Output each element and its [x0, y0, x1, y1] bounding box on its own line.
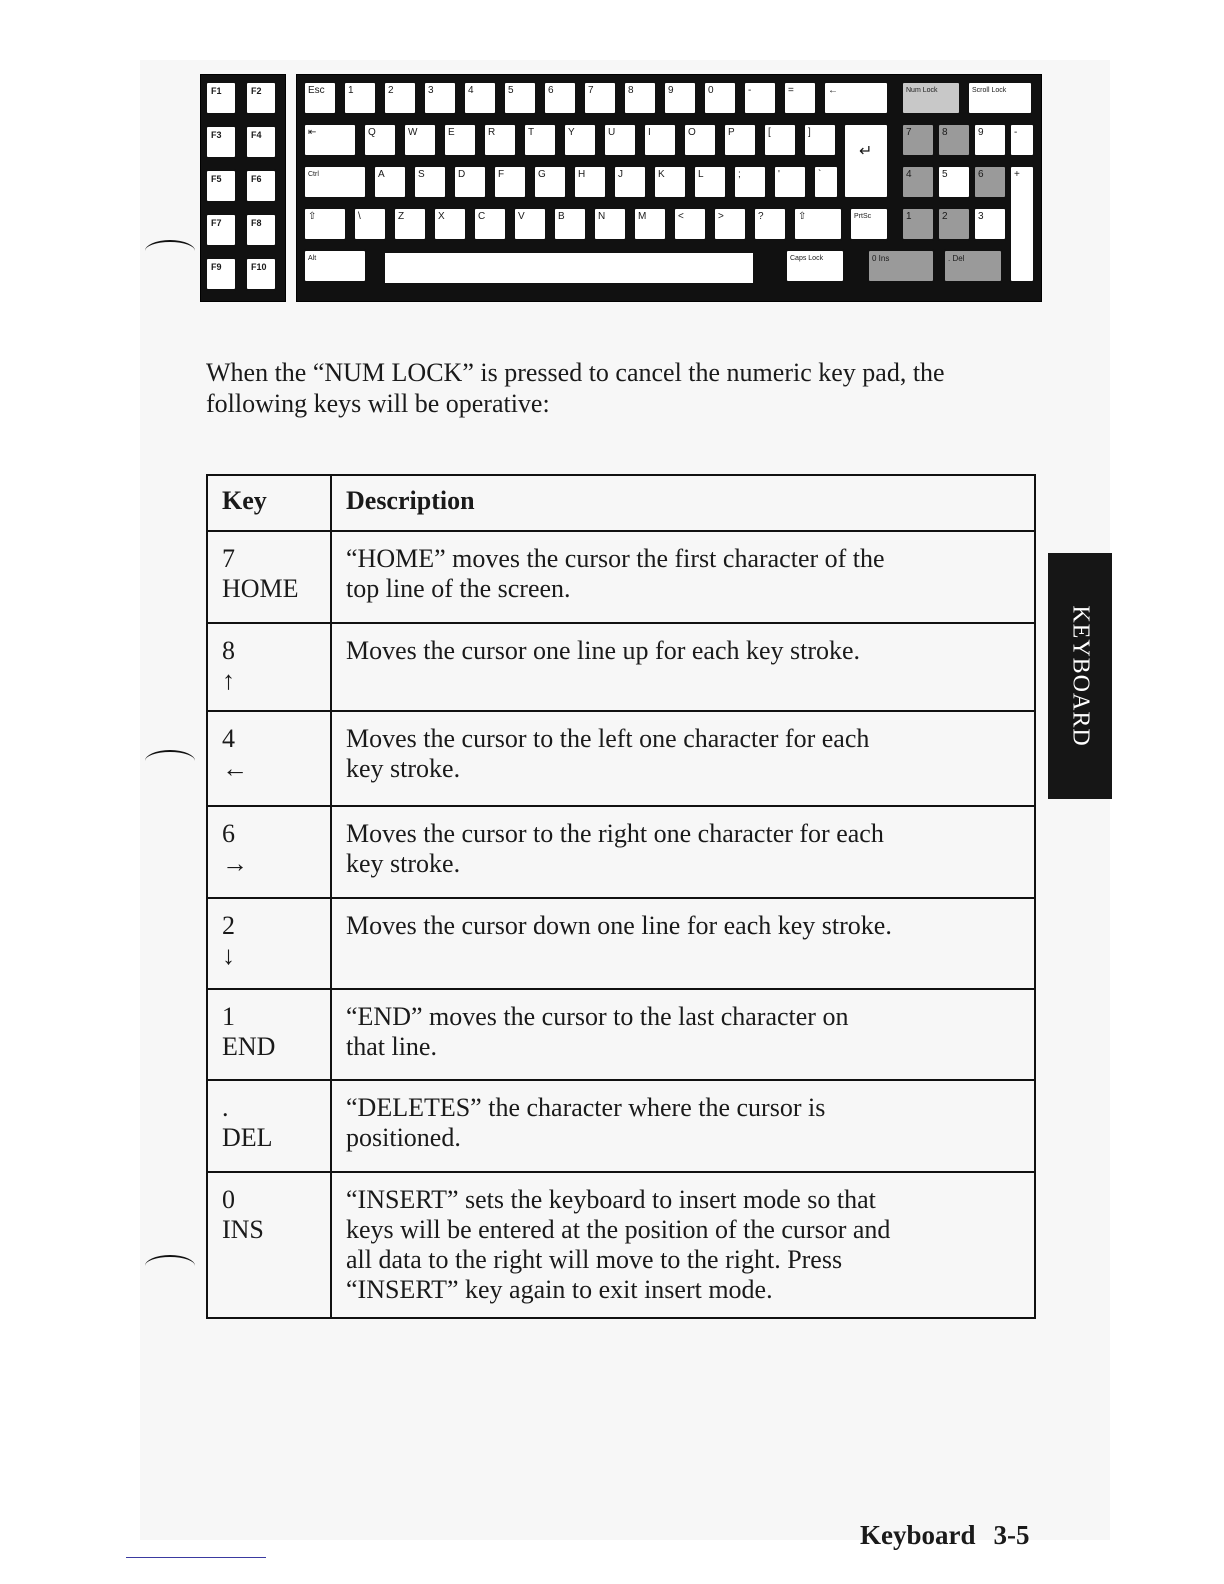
key-keypad-plus: +: [1009, 165, 1035, 283]
description-line: that line.: [346, 1032, 437, 1061]
key-a: A: [373, 165, 407, 199]
table-row: [207, 711, 1035, 806]
key-equals: =: [783, 81, 817, 115]
description-cell: [331, 806, 1035, 898]
key-right-bracket: ]: [803, 123, 837, 157]
key-d: D: [453, 165, 487, 199]
page-footer: [860, 1520, 1030, 1551]
key-cell: [207, 623, 331, 711]
key-2-down: 2: [937, 207, 971, 241]
key-9: 9: [663, 81, 697, 115]
description-line: positioned.: [346, 1123, 461, 1152]
key-backslash: \: [353, 207, 387, 241]
key-o: O: [683, 123, 717, 157]
description-cell: [331, 898, 1035, 989]
binder-hole-mark: [145, 1255, 195, 1277]
binder-hole-mark: [145, 750, 195, 772]
binder-hole-mark: [145, 240, 195, 262]
key-f9: F9: [205, 257, 237, 291]
key-1: 1: [343, 81, 377, 115]
key-line: 1: [222, 1002, 235, 1031]
key-l: L: [693, 165, 727, 199]
key-num-lock: Num Lock: [901, 81, 961, 115]
key-cell: [207, 898, 331, 989]
key-c: C: [473, 207, 507, 241]
key-ctrl: Ctrl: [303, 165, 367, 199]
key-n: N: [593, 207, 627, 241]
key-7-home: 7: [901, 123, 935, 157]
key-left-shift: ⇧: [303, 207, 347, 241]
key-5: 5: [937, 165, 971, 199]
description-line: Moves the cursor down one line for each key stroke.: [346, 911, 892, 940]
key-i: I: [643, 123, 677, 157]
key-backspace: ←: [823, 81, 889, 115]
header-description: Description: [331, 475, 1035, 531]
description-line: “DELETES” the character where the cursor is: [346, 1093, 826, 1122]
table-header-row: [207, 475, 1035, 531]
key-k: K: [653, 165, 687, 199]
key-e: E: [443, 123, 477, 157]
key-u: U: [603, 123, 637, 157]
description-line: Moves the cursor to the right one character for each: [346, 819, 884, 848]
key-q: Q: [363, 123, 397, 157]
key-s: S: [413, 165, 447, 199]
main-key-block: [296, 74, 1042, 302]
key-line: 8: [222, 636, 235, 665]
key-f10: F10: [245, 257, 277, 291]
key-prtsc: PrtSc: [849, 207, 889, 241]
description-line: top line of the screen.: [346, 574, 571, 603]
section-tab-label: KEYBOARD: [1067, 605, 1094, 747]
footnote-rule: [126, 1557, 266, 1558]
description-line: Moves the cursor to the left one character for each: [346, 724, 870, 753]
key-9-pgup: 9: [973, 123, 1007, 157]
key-line: 0: [222, 1185, 235, 1214]
description-cell: [331, 1080, 1035, 1172]
key-0: 0: [703, 81, 737, 115]
key-m: M: [633, 207, 667, 241]
key-6: 6: [543, 81, 577, 115]
key-cell: [207, 1080, 331, 1172]
table-row: [207, 531, 1035, 623]
key-cell: [207, 531, 331, 623]
key-1-end: 1: [901, 207, 935, 241]
key-esc: Esc: [303, 81, 337, 115]
key-scroll-lock: Scroll Lock: [967, 81, 1033, 115]
description-line: keys will be entered at the position of the cursor and: [346, 1215, 891, 1244]
section-tab: [1048, 553, 1112, 799]
footer-title: Keyboard: [860, 1520, 976, 1550]
key-alt: Alt: [303, 249, 367, 283]
key-line: INS: [222, 1215, 264, 1244]
key-f5: F5: [205, 169, 237, 203]
key-y: Y: [563, 123, 597, 157]
key-quote: ': [773, 165, 807, 199]
key-period: >: [713, 207, 747, 241]
key-7: 7: [583, 81, 617, 115]
key-left-bracket: [: [763, 123, 797, 157]
key-0-ins: 0 Ins: [867, 249, 935, 283]
description-line: “INSERT” sets the keyboard to insert mode so that: [346, 1185, 876, 1214]
key-g: G: [533, 165, 567, 199]
key-semicolon: ;: [733, 165, 767, 199]
key-tab: ⇤: [303, 123, 357, 157]
key-right-shift: ⇧: [793, 207, 843, 241]
description-cell: [331, 531, 1035, 623]
description-line: “END” moves the cursor to the last character on: [346, 1002, 849, 1031]
key-line: END: [222, 1032, 276, 1061]
key-line: .: [222, 1093, 229, 1122]
left-arrow-icon: ←: [222, 754, 248, 783]
key-2: 2: [383, 81, 417, 115]
key-f8: F8: [245, 213, 277, 247]
key-space: [383, 251, 755, 285]
key-r: R: [483, 123, 517, 157]
key-j: J: [613, 165, 647, 199]
description-cell: [331, 1172, 1035, 1318]
key-f3: F3: [205, 125, 237, 159]
page-number: 3-5: [993, 1520, 1030, 1550]
key-4-left: 4: [901, 165, 935, 199]
key-8-up: 8: [937, 123, 971, 157]
key-line: 4: [222, 724, 235, 753]
table-row: [207, 1080, 1035, 1172]
key-w: W: [403, 123, 437, 157]
key-cell: [207, 806, 331, 898]
key-z: Z: [393, 207, 427, 241]
key-f: F: [493, 165, 527, 199]
key-3: 3: [423, 81, 457, 115]
down-arrow-icon: ↓: [222, 941, 235, 970]
description-line: Moves the cursor one line up for each key stroke.: [346, 636, 861, 665]
key-t: T: [523, 123, 557, 157]
right-arrow-icon: →: [222, 849, 248, 878]
key-period-del: . Del: [943, 249, 1003, 283]
key-f7: F7: [205, 213, 237, 247]
table-row: [207, 898, 1035, 989]
description-line: all data to the right will move to the right. Press: [346, 1245, 843, 1274]
description-line: key stroke.: [346, 849, 461, 878]
key-p: P: [723, 123, 757, 157]
key-f4: F4: [245, 125, 277, 159]
key-b: B: [553, 207, 587, 241]
up-arrow-icon: ↑: [222, 666, 235, 695]
key-8: 8: [623, 81, 657, 115]
key-cell: [207, 1172, 331, 1318]
table-row: [207, 989, 1035, 1080]
key-slash: ?: [753, 207, 787, 241]
key-minus: -: [743, 81, 777, 115]
key-keypad-minus: -: [1009, 123, 1035, 157]
key-5: 5: [503, 81, 537, 115]
key-f2: F2: [245, 81, 277, 115]
intro-paragraph: When the “NUM LOCK” is pressed to cancel the numeric key pad, the following keys will be operative:: [206, 358, 945, 418]
key-description-table: [206, 474, 1036, 1319]
key-3-pgdn: 3: [973, 207, 1007, 241]
key-line: 7: [222, 544, 235, 573]
key-cell: [207, 711, 331, 806]
header-key: Key: [207, 475, 331, 531]
key-line: HOME: [222, 574, 299, 603]
key-f6: F6: [245, 169, 277, 203]
key-caps-lock: Caps Lock: [785, 249, 845, 283]
key-v: V: [513, 207, 547, 241]
table-row: [207, 623, 1035, 711]
key-f1: F1: [205, 81, 237, 115]
key-cell: [207, 989, 331, 1080]
key-6-right: 6: [973, 165, 1007, 199]
table-row: [207, 806, 1035, 898]
description-cell: [331, 711, 1035, 806]
description-cell: [331, 989, 1035, 1080]
key-comma: <: [673, 207, 707, 241]
key-backtick: `: [813, 165, 839, 199]
key-enter: ↵: [843, 123, 889, 199]
description-cell: [331, 623, 1035, 711]
key-line: 6: [222, 819, 235, 848]
key-h: H: [573, 165, 607, 199]
key-line: 2: [222, 911, 235, 940]
description-line: key stroke.: [346, 754, 461, 783]
key-line: DEL: [222, 1123, 273, 1152]
key-4: 4: [463, 81, 497, 115]
description-line: “INSERT” key again to exit insert mode.: [346, 1275, 773, 1304]
function-key-block: [200, 74, 286, 302]
key-x: X: [433, 207, 467, 241]
description-line: “HOME” moves the cursor the first character of the: [346, 544, 885, 573]
table-row: [207, 1172, 1035, 1318]
